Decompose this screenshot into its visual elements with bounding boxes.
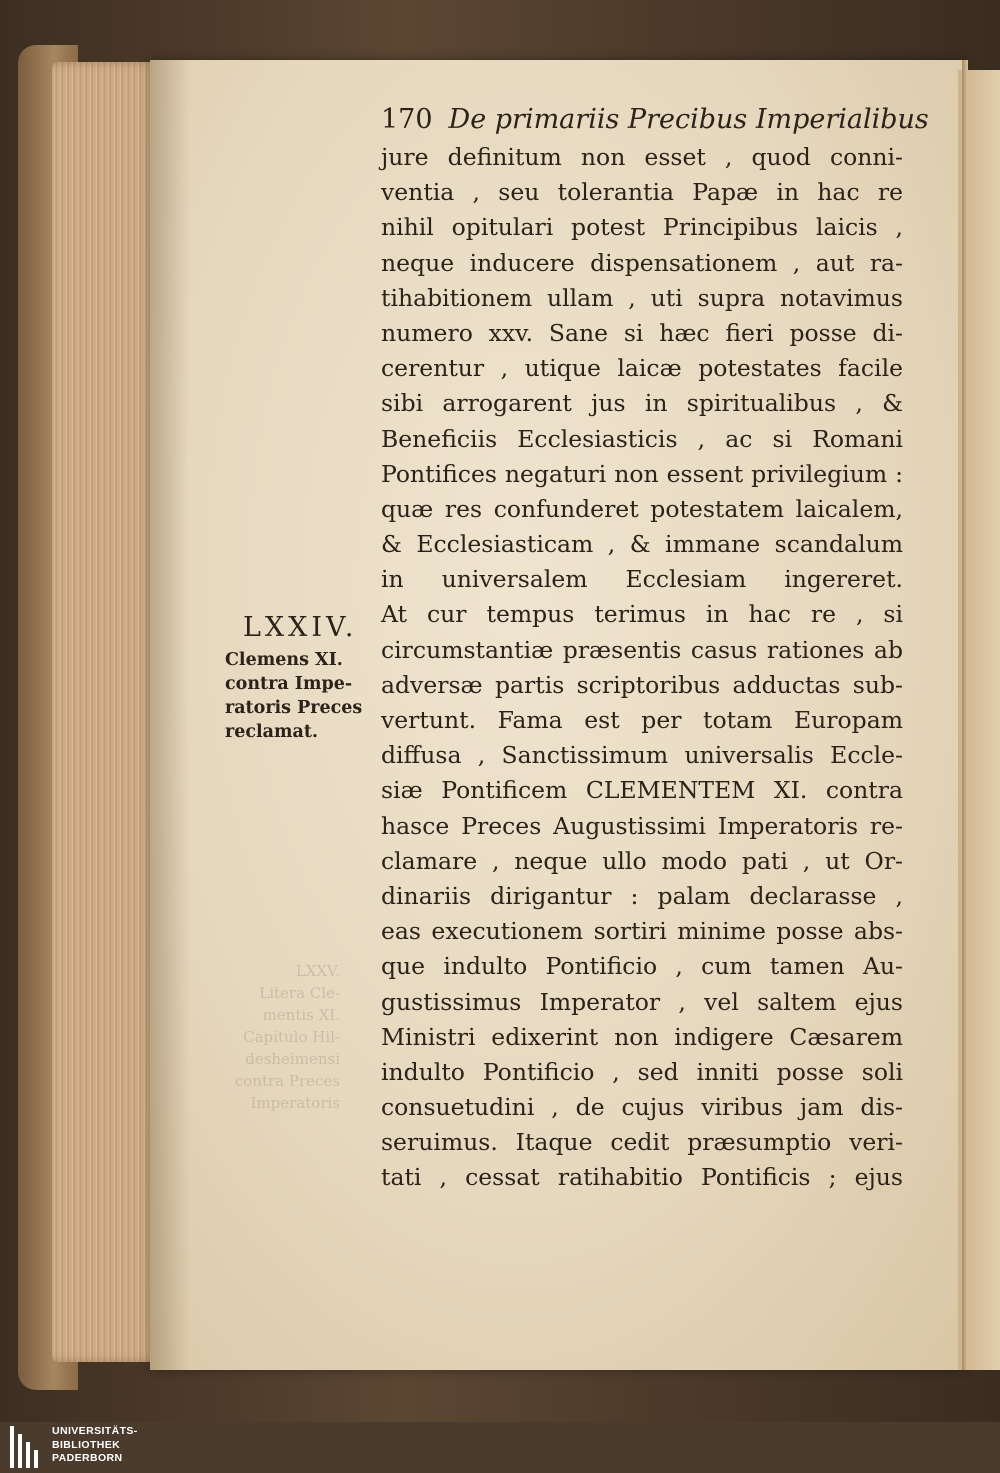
text-line: eas executionem sortiri minime posse abs- (381, 917, 903, 946)
text-line: circumstantiæ præsentis casus rationes ab (381, 635, 903, 664)
text-line: gustissimus Imperator , vel saltem ejus (381, 987, 903, 1016)
text-line: nihil opitulari potest Principibus laicis , (381, 213, 903, 242)
spine-strip (962, 60, 968, 1370)
text-line: tihabitionem ullam , uti supra notavimus (381, 283, 903, 312)
text-line: sibi arrogarent jus in spiritualibus , & (381, 389, 903, 418)
library-name-line: UNIVERSITÄTS- (52, 1425, 138, 1437)
text-line: indulto Pontificio , sed inniti posse soli (381, 1057, 903, 1086)
marginal-note-line: Clemens XI. (225, 650, 343, 670)
marginal-note-line: contra Impe- (225, 674, 353, 694)
section-number: LXXIV. (243, 612, 358, 643)
text-line: vertunt. Fama est per totam Europam (381, 706, 903, 734)
running-title: De primariis Precibus Imperialibus (448, 104, 929, 135)
text-line: numero xxv. Sane si hæc fieri posse di- (381, 318, 903, 347)
bleed-through-text: LXXV. Litera Cle- mentis XI. Capitulo Hil- desheimensi contra Preces Imperatoris (234, 962, 340, 1112)
text-line: diffusa , Sanctissimum universalis Eccle- (381, 741, 903, 770)
text-line: neque inducere dispensationem , aut ra- (381, 248, 903, 277)
marginal-note (225, 648, 375, 744)
marginal-note-line: reclamat. (225, 722, 319, 742)
library-name (52, 1425, 138, 1466)
text-line: quæ res confunderet potestatem laicalem, (381, 494, 903, 523)
text-line: seruimus. Itaque cedit præsumptio veri- (381, 1128, 903, 1157)
page-number: 170 (381, 104, 433, 135)
gutter-shadow (150, 60, 190, 1370)
text-line: siæ Pontificem CLEMENTEM XI. contra (381, 776, 903, 805)
text-line: adversæ partis scriptoribus adductas sub- (381, 670, 903, 699)
text-line: At cur tempus terimus in hac re , si (381, 600, 903, 629)
text-line: hasce Preces Augustissimi Imperatoris re- (381, 811, 903, 840)
text-line: clamare , neque ullo modo pati , ut Or- (381, 846, 903, 875)
text-line: ventia , seu tolerantia Papæ in hac re (381, 178, 903, 207)
text-line: Ministri edixerint non indigere Cæsarem (381, 1022, 903, 1051)
text-line: Pontifices negaturi non essent privilegium : (381, 459, 903, 488)
text-line: dinariis dirigantur : palam declarasse , (381, 881, 903, 910)
library-logo-icon (10, 1426, 46, 1468)
text-line: que indulto Pontificio , cum tamen Au- (381, 952, 903, 981)
text-line: jure definitum non esset , quod conni- (381, 143, 903, 171)
text-line: & Ecclesiasticam , & immane scandalum (381, 530, 903, 559)
page-edges (52, 62, 162, 1362)
library-name-line: PADERBORN (52, 1452, 123, 1464)
text-line: consuetudini , de cujus viribus jam dis- (381, 1093, 903, 1122)
library-name-line: BIBLIOTHEK (52, 1438, 121, 1451)
text-line: tati , cessat ratihabitio Pontificis ; ejus (381, 1163, 903, 1192)
text-line: Beneficiis Ecclesiasticis , ac si Romani (381, 424, 903, 453)
marginal-note-line: ratoris Preces (225, 698, 363, 718)
body-text (381, 140, 903, 1196)
library-footer (0, 1422, 1000, 1473)
running-header (381, 104, 929, 135)
text-line: in universalem Ecclesiam ingereret. (381, 565, 903, 594)
text-line: cerentur , utique laicæ potestates facile (381, 354, 903, 383)
